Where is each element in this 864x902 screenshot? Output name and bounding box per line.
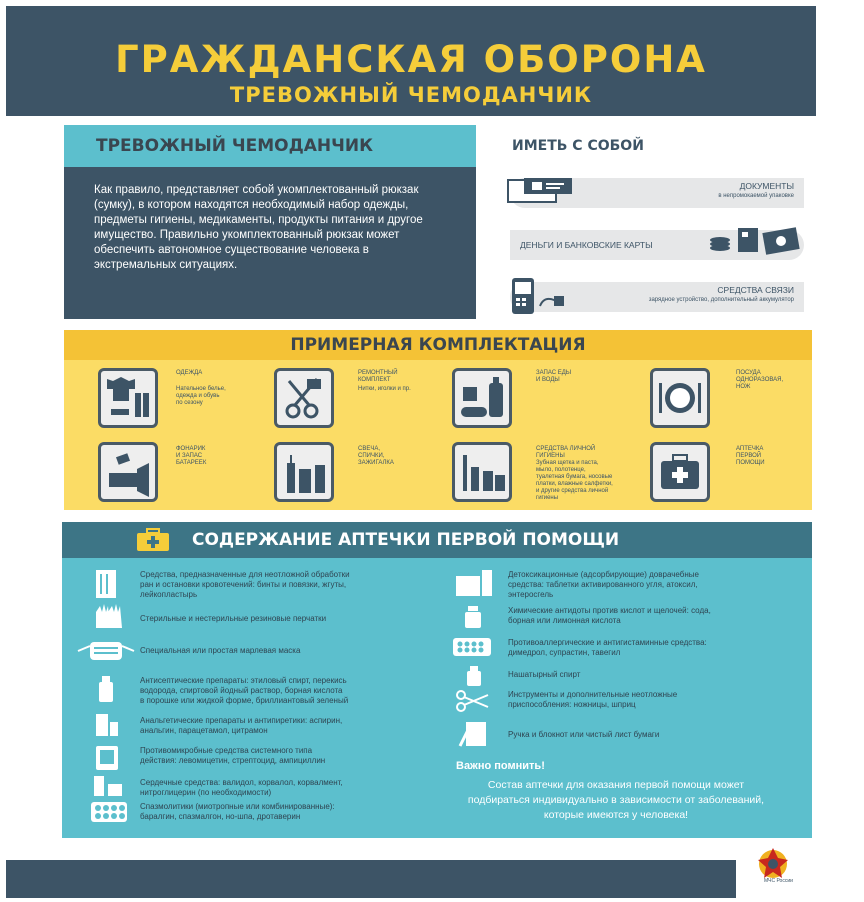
komplekt-title-bar	[64, 330, 812, 360]
aptechka-item: Ручка и блокнот или чистый лист бумаги	[508, 730, 660, 739]
aptechka-item: Нашатырный спирт	[508, 670, 581, 679]
cardiac-icon	[92, 774, 126, 798]
remember-text: Состав аптечки для оказания первой помощи может подбираться индивидуально в зависимости от заболеваний, которые имеются у человека!	[467, 779, 765, 821]
phone-icon	[510, 276, 572, 316]
aptechka-item: Детоксикационные (адсорбирующие) доврачебные средства: таблетки активированного угля, атоксил, энтеросгель	[508, 570, 699, 599]
kit-item-title: СРЕДСТВА ЛИЧНОЙ ГИГИЕНЫ	[536, 446, 596, 459]
have-item-label: ДОКУМЕНТЫ	[739, 181, 794, 191]
aptechka-item: Противомикробные средства системного типа действия: левомицетин, стрептоцид, ампициллин	[140, 746, 326, 765]
have-item-sub: в непромокаемой упаковке	[718, 193, 794, 199]
have-item-sub: зарядное устройство, дополнительный аккумулятор	[648, 297, 794, 303]
page-title: ГРАЖДАНСКАЯ ОБОРОНА	[115, 38, 707, 81]
aptechka-item: Противоаллергические и антигистаминные средства: димедрол, супрастин, тавегил	[508, 638, 707, 657]
intro-title: ТРЕВОЖНЫЙ ЧЕМОДАНЧИК	[96, 136, 373, 156]
food-water-icon	[452, 368, 512, 428]
antimicrobial-icon	[94, 744, 120, 772]
notepad-icon	[458, 720, 490, 748]
tableware-icon	[650, 368, 710, 428]
aptechka-item: Антисептические препараты: этиловый спирт, перекись водорода, спиртовой йодный раствор, борная кислота в порошке или жидкой форме, бриллиантовый зеленый	[140, 676, 349, 705]
aptechka-header	[62, 522, 812, 558]
passport-icon	[506, 174, 578, 204]
kit-item-title: ПОСУДА ОДНОРАЗОВАЯ, НОЖ	[736, 370, 784, 390]
page-subtitle: ТРЕВОЖНЫЙ ЧЕМОДАНЧИК	[229, 83, 593, 107]
intro-description: Как правило, представляет собой укомплектованный рюкзак (сумку), в котором находятся необходимый набор одежды, предметы гигиены, медикаменты, продукты питания и другое имущество. Правильно укомплектованный рюкзак может обеспечить автономное существование человека в экстремальных ситуациях.	[64, 167, 476, 319]
first-aid-icon	[136, 528, 170, 552]
footer-bar	[6, 860, 736, 898]
antiseptic-icon	[96, 674, 118, 704]
aptechka-item: Специальная или простая марлевая маска	[140, 646, 301, 655]
header-banner	[6, 6, 816, 116]
kit-item-title: СВЕЧА, СПИЧКИ, ЗАЖИГАЛКА	[358, 446, 394, 466]
analgesic-icon	[94, 712, 120, 738]
money-icon	[708, 222, 804, 256]
aptechka-item: Химические антидоты против кислот и щелочей: сода, борная или лимонная кислота	[508, 606, 711, 625]
aptechka-title: СОДЕРЖАНИЕ АПТЕЧКИ ПЕРВОЙ ПОМОЩИ	[192, 530, 620, 550]
remember-title: Важно помнить!	[456, 760, 545, 772]
clothes-icon	[98, 368, 158, 428]
kit-item-title: АПТЕЧКА ПЕРВОЙ ПОМОЩИ	[736, 446, 765, 466]
instruments-icon	[454, 688, 494, 714]
aptechka-item: Сердечные средства: валидол, корвалол, корвалмент, нитроглицерин (по необходимости)	[140, 778, 343, 797]
aptechka-item: Средства, предназначенные для неотложной обработки ран и остановки кровотечений: бинты и повязки, жгуты, лейкопластырь	[140, 570, 350, 599]
aptechka-item: Стерильные и нестерильные резиновые перчатки	[140, 614, 327, 623]
kit-item-desc: Нитки, иголки и пр.	[358, 386, 411, 392]
flashlight-icon	[98, 442, 158, 502]
kit-item-desc: Нательное белье, одежда и обувь по сезону	[176, 386, 226, 406]
first-aid-kit-icon	[650, 442, 710, 502]
gloves-icon	[92, 602, 124, 630]
mask-icon	[76, 638, 136, 664]
aptechka-item: Инструменты и дополнительные неотложные приспособления: ножницы, шприц	[508, 690, 678, 709]
antiallergy-icon	[452, 636, 492, 658]
have-with-title: ИМЕТЬ С СОБОЙ	[512, 138, 644, 154]
sewing-kit-icon	[274, 368, 334, 428]
kit-item-title: ОДЕЖДА	[176, 370, 203, 376]
have-item-label: ДЕНЬГИ И БАНКОВСКИЕ КАРТЫ	[520, 240, 653, 250]
kit-item-title: РЕМОНТНЫЙ КОМПЛЕКТ	[358, 370, 398, 383]
aptechka-item: Спазмолитики (миотропные или комбинированные): баралгин, спазмалгон, но-шпа, дротаверин	[140, 802, 335, 821]
komplekt-title: ПРИМЕРНАЯ КОМПЛЕКТАЦИЯ	[290, 335, 586, 355]
have-item-label: СРЕДСТВА СВЯЗИ	[717, 285, 794, 295]
kit-item-desc: Зубная щетка и паста, мыло, полотенце, туалетная бумага, носовые платки, влажные салфетки, и другие средства личной гигиены	[536, 460, 613, 501]
bandage-icon	[94, 568, 122, 600]
pills-icon	[90, 800, 128, 824]
kit-item-title: ЗАПАС ЕДЫ И ВОДЫ	[536, 370, 572, 383]
detox-icon	[454, 568, 494, 598]
ammonia-icon	[464, 664, 484, 688]
intro-title-bar	[64, 125, 476, 167]
emchs-emblem-icon	[748, 842, 798, 892]
hygiene-icon	[452, 442, 512, 502]
emblem-caption: МЧС России	[764, 878, 793, 884]
candle-icon	[274, 442, 334, 502]
aptechka-item: Анальгетические препараты и антипиретики: аспирин, анальгин, парацетамол, цитрамон	[140, 716, 343, 735]
kit-item-title: ФОНАРИК И ЗАПАС БАТАРЕЕК	[176, 446, 207, 466]
antidote-icon	[462, 604, 484, 630]
